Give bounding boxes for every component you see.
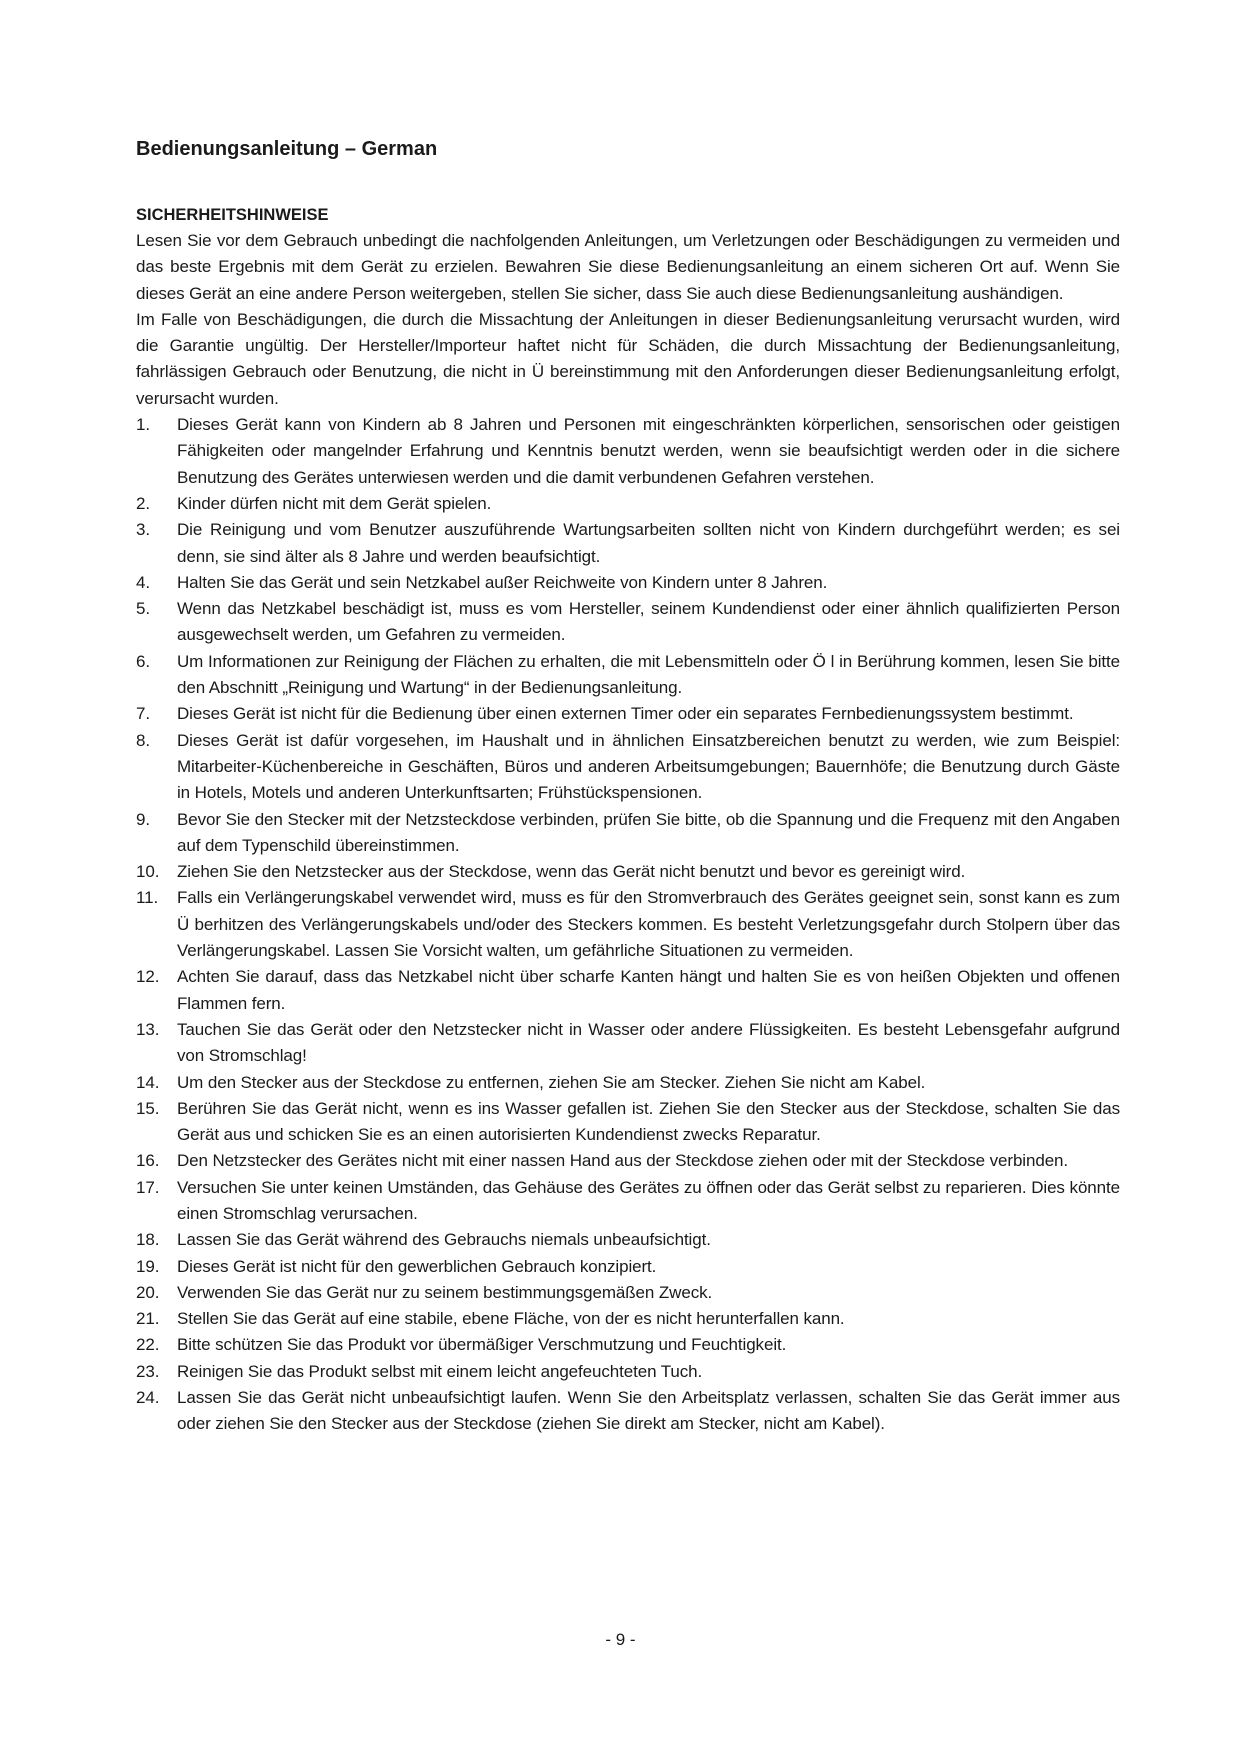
list-item-text: Lassen Sie das Gerät nicht unbeaufsichtigt laufen. Wenn Sie den Arbeitsplatz verlassen, schalten Sie das Gerät immer aus oder ziehen Sie den Stecker aus der Steckdose (ziehen Sie direkt am Stecker, nicht am Kabel). — [177, 1388, 1120, 1434]
list-item-text: Reinigen Sie das Produkt selbst mit einem leicht angefeuchteten Tuch. — [177, 1361, 703, 1381]
list-item — [136, 728, 1120, 807]
list-item-number: 17. — [136, 1177, 160, 1197]
list-item-number: 3. — [136, 520, 150, 540]
list-item-number: 19. — [136, 1256, 160, 1276]
list-item-text: Lassen Sie das Gerät während des Gebrauchs niemals unbeaufsichtigt. — [177, 1230, 711, 1250]
section-heading: SICHERHEITSHINWEISE — [136, 206, 329, 224]
list-item — [136, 1017, 1120, 1070]
list-item — [136, 807, 1120, 860]
list-item — [136, 517, 1120, 570]
list-item — [136, 1332, 1120, 1358]
list-item — [136, 1359, 1120, 1385]
list-item-text: Kinder dürfen nicht mit dem Gerät spielen. — [177, 493, 492, 513]
list-item-number: 20. — [136, 1282, 160, 1302]
list-item-text: Versuchen Sie unter keinen Umständen, das Gehäuse des Gerätes zu öffnen oder das Gerät selbst zu reparieren. Dies könnte einen Stromschlag verursachen. — [177, 1177, 1120, 1223]
list-item-number: 6. — [136, 651, 150, 671]
list-item-text: Stellen Sie das Gerät auf eine stabile, ebene Fläche, von der es nicht herunterfallen kann. — [177, 1309, 845, 1329]
list-item-number: 9. — [136, 809, 150, 829]
list-item — [136, 1385, 1120, 1438]
list-item-number: 8. — [136, 730, 150, 750]
list-item-text: Um den Stecker aus der Steckdose zu entfernen, ziehen Sie am Stecker. Ziehen Sie nicht am Kabel. — [177, 1072, 926, 1092]
list-item — [136, 412, 1120, 491]
list-item-number: 10. — [136, 862, 160, 882]
list-item-number: 15. — [136, 1098, 160, 1118]
list-item-text: Um Informationen zur Reinigung der Flächen zu erhalten, die mit Lebensmitteln oder Ö l in Berührung kommen, lesen Sie bitte den Abschnitt „Reinigung und Wartung“ in der Bedienungsanleitung. — [177, 651, 1120, 698]
list-item-text: Bevor Sie den Stecker mit der Netzsteckdose verbinden, prüfen Sie bitte, ob die Spannung und die Frequenz mit den Angaben auf dem Typenschild übereinstimmen. — [177, 809, 1120, 855]
list-item-number: 11. — [136, 888, 159, 908]
list-item-number: 16. — [136, 1151, 160, 1171]
list-item — [136, 1096, 1120, 1149]
document-title: Bedienungsanleitung – German — [136, 138, 438, 160]
list-item-number: 24. — [136, 1388, 160, 1408]
list-item-text: Dieses Gerät kann von Kindern ab 8 Jahren und Personen mit eingeschränkten körperlichen, sensorischen oder geistigen Fähigkeiten oder mangelnder Erfahrung und Kenntnis benutzt werden, wenn sie beaufsichtigt werden oder in die sichere Benutzung des Gerätes unterwiesen werden und die damit verbundenen Gefahren verstehen. — [177, 415, 1120, 487]
list-item — [136, 1280, 1120, 1306]
list-item — [136, 570, 1120, 596]
list-item — [136, 885, 1120, 964]
list-item-text: Achten Sie darauf, dass das Netzkabel nicht über scharfe Kanten hängt und halten Sie es von heißen Objekten und offenen Flammen fern. — [177, 967, 1120, 1013]
list-item — [136, 964, 1120, 1017]
list-item — [136, 859, 1120, 885]
list-item — [136, 1070, 1120, 1096]
list-item-number: 12. — [136, 967, 160, 987]
list-item-number: 13. — [136, 1019, 160, 1039]
list-item-text: Ziehen Sie den Netzstecker aus der Steckdose, wenn das Gerät nicht benutzt und bevor es gereinigt wird. — [177, 862, 966, 882]
list-item-text: Tauchen Sie das Gerät oder den Netzstecker nicht in Wasser oder andere Flüssigkeiten. Es besteht Lebensgefahr aufgrund von Stromschlag! — [177, 1019, 1120, 1066]
list-item — [136, 701, 1120, 727]
list-item-number: 7. — [136, 704, 150, 724]
list-item-text: Dieses Gerät ist dafür vorgesehen, im Haushalt und in ähnlichen Einsatzbereichen benutzt zu werden, wie zum Beispiel: Mitarbeiter-Küchenbereiche in Geschäften, Büros und anderen Arbeitsumgebungen; Bauernhöfe; die Benutzung durch Gäste in Hotels, Motels und anderen Unterkunftsarten; Frühstückspensionen. — [177, 730, 1120, 803]
list-item-number: 22. — [136, 1335, 160, 1355]
list-item-text: Wenn das Netzkabel beschädigt ist, muss es vom Hersteller, seinem Kundendienst oder einer ähnlich qualifizierten Person ausgewechselt werden, um Gefahren zu vermeiden. — [177, 599, 1120, 645]
list-item-text: Dieses Gerät ist nicht für den gewerblichen Gebrauch konzipiert. — [177, 1256, 657, 1276]
list-item — [136, 596, 1120, 649]
list-item — [136, 1148, 1120, 1174]
warranty-paragraph: Im Falle von Beschädigungen, die durch die Missachtung der Anleitungen in dieser Bedienungsanleitung verursacht wurden, wird die Garantie ungültig. Der Hersteller/Importeur haftet nicht für Schäden, die durch Missachtung der Bedienungsanleitung, fahrlässigen Gebrauch oder Benutzung, die nicht in Ü bereinstimmung mit den Anforderungen dieser Bedienungsanleitung erfolgt, verursacht wurden. — [136, 309, 1120, 408]
list-item-number: 23. — [136, 1361, 160, 1381]
list-item-text: Die Reinigung und vom Benutzer auszuführende Wartungsarbeiten sollten nicht von Kindern durchgeführt werden; es sei denn, sie sind älter als 8 Jahre und werden beaufsichtigt. — [177, 520, 1120, 566]
list-item-text: Verwenden Sie das Gerät nur zu seinem bestimmungsgemäßen Zweck. — [177, 1282, 713, 1302]
list-item-number: 5. — [136, 599, 150, 619]
intro-paragraph: Lesen Sie vor dem Gebrauch unbedingt die nachfolgenden Anleitungen, um Verletzungen oder Beschädigungen zu vermeiden und das beste Ergebnis mit dem Gerät zu erzielen. Bewahren Sie diese Bedienungsanleitung an einem sicheren Ort auf. Wenn Sie dieses Gerät an eine andere Person weitergeben, stellen Sie sicher, dass Sie auch diese Bedienungsanleitung aushändigen. — [136, 231, 1120, 303]
list-item — [136, 1227, 1120, 1253]
list-item-text: Den Netzstecker des Gerätes nicht mit einer nassen Hand aus der Steckdose ziehen oder mit der Steckdose verbinden. — [177, 1151, 1069, 1171]
list-item-text: Falls ein Verlängerungskabel verwendet wird, muss es für den Stromverbrauch des Gerätes geeignet sein, sonst kann es zum Ü berhitzen des Verlängerungskabels und/oder des Steckers kommen. Es besteht Verletzungsgefahr durch Stolpern über das Verlängerungskabel. Lassen Sie Vorsicht walten, um gefährliche Situationen zu vermeiden. — [177, 888, 1120, 961]
list-item-number: 18. — [136, 1230, 160, 1250]
list-item — [136, 1175, 1120, 1228]
list-item-number: 1. — [136, 415, 150, 435]
list-item — [136, 1254, 1120, 1280]
list-item-text: Bitte schützen Sie das Produkt vor übermäßiger Verschmutzung und Feuchtigkeit. — [177, 1335, 787, 1355]
list-item-number: 14. — [136, 1072, 160, 1092]
list-item — [136, 649, 1120, 702]
list-item — [136, 491, 1120, 517]
document-page — [136, 136, 1120, 1438]
list-item-text: Berühren Sie das Gerät nicht, wenn es ins Wasser gefallen ist. Ziehen Sie den Stecker aus der Steckdose, schalten Sie das Gerät aus und schicken Sie es an einen autorisierten Kundendienst zwecks Reparatur. — [177, 1098, 1120, 1145]
safety-instructions-list — [136, 412, 1120, 1438]
list-item-number: 21. — [136, 1309, 160, 1329]
page-number: - 9 - — [605, 1630, 636, 1649]
list-item-number: 4. — [136, 572, 150, 592]
list-item-text: Dieses Gerät ist nicht für die Bedienung über einen externen Timer oder ein separates Fernbedienungssystem bestimmt. — [177, 704, 1074, 724]
list-item — [136, 1306, 1120, 1332]
list-item-text: Halten Sie das Gerät und sein Netzkabel außer Reichweite von Kindern unter 8 Jahren. — [177, 572, 828, 592]
list-item-number: 2. — [136, 493, 150, 513]
